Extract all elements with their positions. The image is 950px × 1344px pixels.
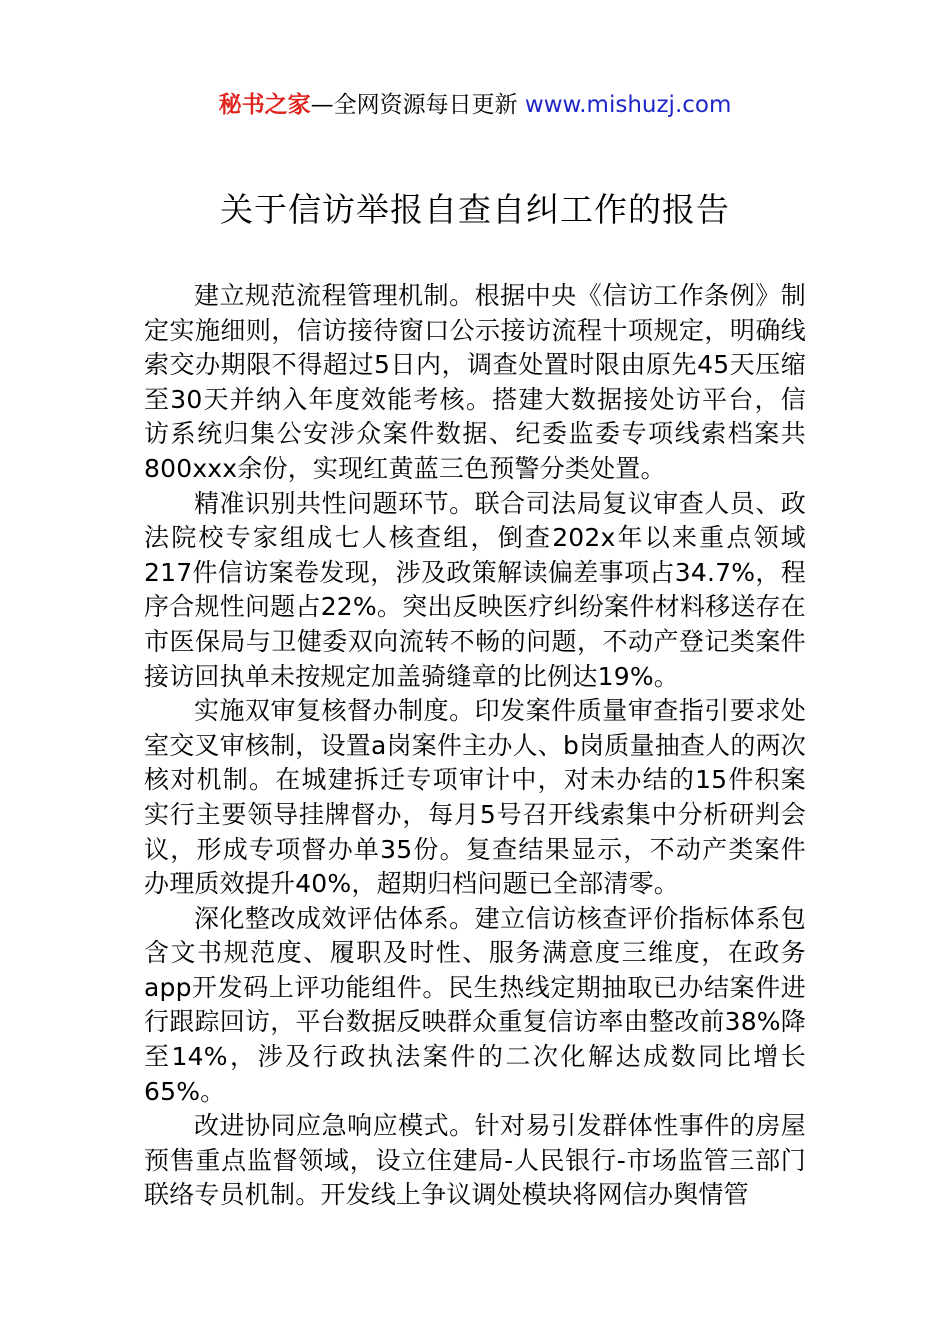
site-url-link[interactable]: www.mishuzj.com bbox=[524, 92, 732, 118]
paragraph: 精准识别共性问题环节。联合司法局复议审查人员、政法院校专家组成七人核查组，倒查202x年以来重点领域217件信访案卷发现，涉及政策解读偏差事项占34.7%，程序合规性问题占22%。突出反映医疗纠纷案件材料移送存在市医保局与卫健委双向流转不畅的问题，不动产登记类案件接访回执单未按规定加盖骑缝章的比例达19%。 bbox=[144, 488, 806, 691]
paragraph: 实施双审复核督办制度。印发案件质量审查指引要求处室交叉审核制，设置a岗案件主办人、b岗质量抽查人的两次核对机制。在城建拆迁专项审计中，对未办结的15件积案实行主要领导挂牌督办，每月5号召开线索集中分析研判会议，形成专项督办单35份。复查结果显示，不动产类案件办理质效提升40%，超期归档问题已全部清零。 bbox=[144, 696, 806, 899]
site-header bbox=[0, 88, 950, 122]
document-body bbox=[144, 279, 806, 1213]
paragraph: 建立规范流程管理机制。根据中央《信访工作条例》制定实施细则，信访接待窗口公示接访流程十项规定，明确线索交办期限不得超过5日内，调查处置时限由原先45天压缩至30天并纳入年度效能考核。搭建大数据接处访平台，信访系统归集公安涉众案件数据、纪委监委专项线索档案共800xxx余份，实现红黄蓝三色预警分类处置。 bbox=[144, 281, 806, 483]
paragraph: 改进协同应急响应模式。针对易引发群体性事件的房屋预售重点监督领域，设立住建局-人民银行-市场监管三部门联络专员机制。开发线上争议调处模块将网信办舆情管 bbox=[144, 1111, 806, 1210]
paragraph: 深化整改成效评估体系。建立信访核查评价指标体系包含文书规范度、履职及时性、服务满意度三维度，在政务app开发码上评功能组件。民生热线定期抽取已办结案件进行跟踪回访，平台数据反映群众重复信访率由整改前38%降至14%，涉及行政执法案件的二次化解达成数同比增长65%。 bbox=[144, 903, 806, 1106]
brand-name: 秘书之家 bbox=[218, 92, 311, 118]
header-slogan: —全网资源每日更新 bbox=[310, 92, 525, 118]
document-title: 关于信访举报自查自纠工作的报告 bbox=[220, 190, 730, 229]
